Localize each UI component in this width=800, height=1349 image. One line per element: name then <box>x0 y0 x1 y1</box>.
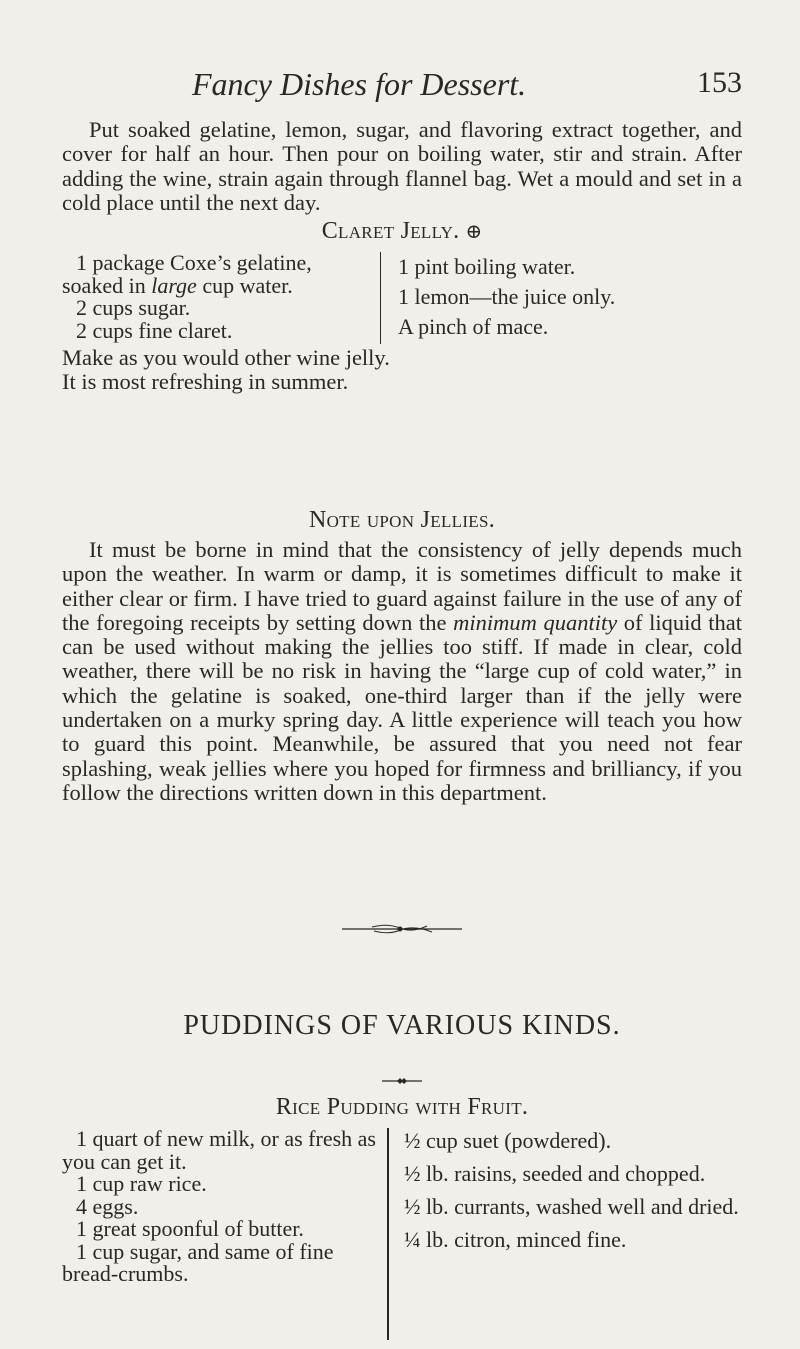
emphasis: minimum quantity <box>453 609 618 635</box>
ingredient: ½ lb. raisins, seeded and chopped. <box>404 1161 706 1186</box>
ingredient: 4 eggs. <box>76 1193 139 1219</box>
rice-pudding-title: Rice Pudding with Fruit. <box>275 1094 529 1120</box>
book-page <box>62 0 742 1349</box>
note-paragraph: It must be borne in mind that the consistency of jelly depends much upon the weather. In warm or damp, it is sometimes difficult to make it either clear or firm. I have tried to guard against failure in the use of any of the foregoing receipts by setting down the minimum quantity of liquid that can be used without making the jellies too stiff. If made in clear, cold weather, there will be no risk in having the “large cup of cold water,” in which the gelatine is soaked, one-third larger than if the jelly were undertaken on a murky spring day. A little experience will teach you how to guard this point. Meanwhile, be assured that you need not fear splashing, weak jellies where you hoped for firmness and brilliancy, if you follow the directions written down in this department. <box>62 537 742 805</box>
intro-paragraph: Put soaked gelatine, lemon, sugar, and flavoring extract together, and cover for half an hour. Then pour on boiling water, stir and strain. After adding the wine, strain again through flannel bag. Wet a mould and set in a cold place until the next day. <box>62 117 742 215</box>
decorative-rule-ornament <box>342 922 462 936</box>
ingredient: 2 cups fine claret. <box>76 317 233 343</box>
ingredient: ¼ lb. citron, minced fine. <box>404 1227 627 1252</box>
column-divider <box>387 1128 389 1340</box>
claret-jelly-directions: Make as you would other wine jelly. It is most refreshing in summer. <box>62 345 390 395</box>
circled-cross-icon: ⊕ <box>465 221 483 243</box>
section-title: PUDDINGS OF VARIOUS KINDS. <box>183 1010 621 1041</box>
claret-jelly-heading <box>62 218 742 245</box>
ingredient: ½ lb. currants, washed well and dried. <box>404 1194 739 1219</box>
rice-pudding-ingredients <box>62 1128 742 1340</box>
rice-left-column <box>62 1128 377 1286</box>
ingredient: A pinch of mace. <box>398 314 549 339</box>
ingredient: 1 great spoonful of butter. <box>76 1216 304 1241</box>
rice-pudding-heading <box>62 1094 742 1121</box>
ingredient: 1 package Coxe’s gelatine, <box>76 250 312 275</box>
rice-right-column <box>398 1128 742 1253</box>
ingredient: 1 lemon—the juice only. <box>398 284 616 309</box>
claret-jelly-ingredients <box>62 252 742 344</box>
running-title: Fancy Dishes for Dessert. <box>192 66 527 102</box>
ingredient: ½ cup suet (powdered). <box>404 1128 612 1153</box>
note-heading <box>62 507 742 534</box>
note-title: Note upon Jellies. <box>308 507 496 533</box>
small-rule-ornament <box>382 1077 422 1085</box>
claret-right-column <box>392 252 742 342</box>
ingredient: 1 cup sugar, and same of fine bread-crumbs. <box>62 1238 334 1286</box>
claret-left-column <box>62 252 381 344</box>
ingredient: 1 quart of new milk, or as fresh as you can get it. <box>62 1126 376 1174</box>
ingredient: 1 pint boiling water. <box>398 254 576 279</box>
claret-jelly-title: Claret Jelly. <box>321 218 460 244</box>
ingredient: soaked in large cup water. <box>62 272 293 298</box>
ingredient: 1 cup raw rice. <box>76 1171 207 1196</box>
running-header <box>192 66 742 106</box>
page-number: 153 <box>697 66 742 99</box>
ingredient: 2 cups sugar. <box>76 295 191 320</box>
